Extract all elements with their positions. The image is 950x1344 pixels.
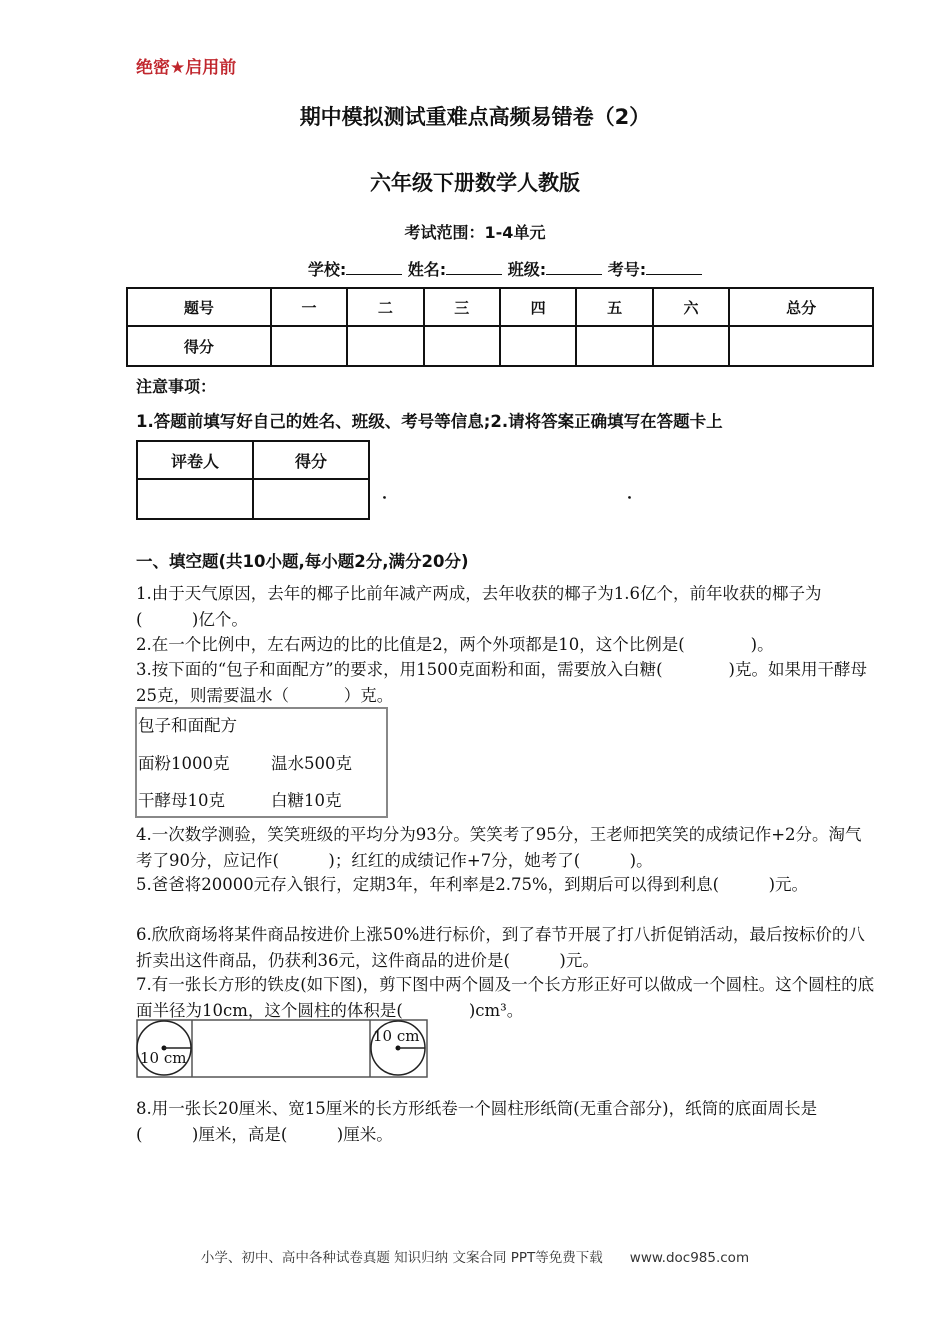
- left-radius-label: 10 cm: [140, 1049, 187, 1067]
- notice-heading: 注意事项：: [136, 377, 217, 396]
- name-blank[interactable]: [446, 260, 502, 275]
- right-radius-label: 10 cm: [373, 1027, 420, 1045]
- dot-mark: ．: [382, 483, 399, 502]
- question-7: 7.有一张长方形的铁皮(如下图)，剪下图中两个圆及一个长方形正好可以做成一个圆柱。这个圆柱的底面半径为10cm，这个圆柱的体积是( )cm³。: [136, 975, 875, 1020]
- score-table-header-row: [127, 288, 873, 326]
- score-header-cell: 二: [347, 288, 423, 326]
- score-cell[interactable]: [271, 326, 347, 366]
- score-header-cell: 一: [271, 288, 347, 326]
- question-6: 6.欣欣商场将某件商品按进价上涨50%进行标价，到了春节开展了打八折促销活动，最后按标价的八折卖出这件商品，仍获利36元，这件商品的进价是( )元。: [136, 925, 865, 970]
- grader-table: [136, 440, 370, 520]
- score-table: [126, 287, 874, 367]
- score-header-cell: 六: [653, 288, 729, 326]
- score-cell[interactable]: [347, 326, 423, 366]
- name-label: 姓名:: [407, 260, 447, 279]
- score-cell[interactable]: [729, 326, 873, 366]
- id-label: 考号:: [607, 260, 647, 279]
- dot-mark: ．: [627, 483, 644, 502]
- school-blank[interactable]: [346, 260, 402, 275]
- grader-label: 评卷人: [137, 441, 253, 479]
- score-header-cell: 总分: [729, 288, 873, 326]
- class-label: 班级:: [507, 260, 547, 279]
- confidential-mark: 绝密★启用前: [136, 58, 237, 78]
- exam-range: 考试范围：1-4单元: [404, 223, 546, 242]
- page-footer: 小学、初中、高中各种试卷真题 知识归纳 文案合同 PPT等免费下载 www.doc985.com: [200, 1250, 750, 1266]
- score-header-cell: 五: [576, 288, 652, 326]
- score-header-cell: 题号: [127, 288, 271, 326]
- question-2: 2.在一个比例中，左右两边的比的比值是2，两个外项都是10，这个比例是( )。: [136, 635, 774, 654]
- exam-title: 期中模拟测试重难点高频易错卷（2）: [299, 105, 651, 129]
- question-8: 8.用一张长20厘米、宽15厘米的长方形纸卷一个圆柱形纸筒(无重合部分)，纸筒的底面周长是( )厘米，高是( )厘米。: [136, 1099, 818, 1144]
- question-4: 4.一次数学测验，笑笑班级的平均分为93分。笑笑考了95分，王老师把笑笑的成绩记作+2分。淘气考了90分，应记作( )；红红的成绩记作+7分，她考了( )。: [136, 825, 862, 870]
- recipe-yeast: 干酵母10克: [138, 791, 225, 810]
- score-header-cell: 三: [424, 288, 500, 326]
- exam-subtitle: 六年级下册数学人教版: [370, 171, 580, 195]
- iron-sheet-diagram: [136, 1019, 429, 1079]
- question-3: 3.按下面的“包子和面配方”的要求，用1500克面粉和面，需要放入白糖( )克。如果用干酵母25克，则需要温水（ ）克。: [136, 660, 867, 705]
- recipe-flour: 面粉1000克: [138, 754, 230, 773]
- score-table-row: [127, 326, 873, 366]
- class-blank[interactable]: [546, 260, 602, 275]
- score-cell[interactable]: [576, 326, 652, 366]
- score-cell[interactable]: [424, 326, 500, 366]
- recipe-sugar: 白糖10克: [271, 791, 342, 810]
- question-1: 1.由于天气原因，去年的椰子比前年减产两成，去年收获的椰子为1.6亿个，前年收获的椰子为( )亿个。: [136, 584, 822, 629]
- recipe-water: 温水500克: [271, 754, 352, 773]
- score-cell[interactable]: [653, 326, 729, 366]
- student-info-line: [0, 257, 950, 280]
- notice-body: 1.答题前填写好自己的姓名、班级、考号等信息;2.请将答案正确填写在答题卡上: [136, 412, 723, 431]
- section-heading: 一、填空题(共10小题,每小题2分,满分20分): [136, 552, 469, 571]
- recipe-box: [135, 707, 388, 818]
- grader-score-cell[interactable]: [253, 479, 369, 519]
- question-5: 5.爸爸将20000元存入银行，定期3年，年利率是2.75%，到期后可以得到利息( )元。: [136, 875, 809, 894]
- recipe-title: 包子和面配方: [138, 716, 237, 735]
- school-label: 学校:: [307, 260, 347, 279]
- score-row-label: 得分: [127, 326, 271, 366]
- grader-score-label: 得分: [253, 441, 369, 479]
- id-blank[interactable]: [646, 260, 702, 275]
- score-cell[interactable]: [500, 326, 576, 366]
- score-header-cell: 四: [500, 288, 576, 326]
- grader-cell[interactable]: [137, 479, 253, 519]
